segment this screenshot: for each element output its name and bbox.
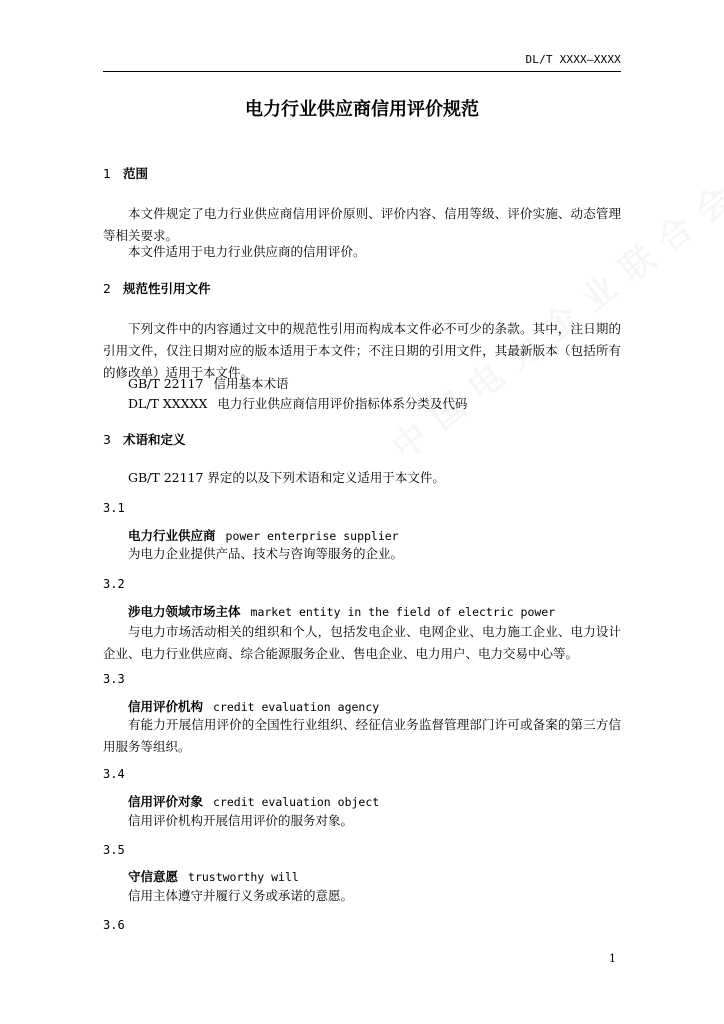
term-number: 3.6 [103, 918, 125, 932]
term-chinese: 信用评价机构 [128, 699, 204, 714]
reference-name: 信用基本术语 [213, 376, 289, 391]
reference-name: 电力行业供应商信用评价指标体系分类及代码 [217, 396, 468, 411]
reference-code: GB/T 22117 [128, 376, 204, 391]
term-english: power enterprise supplier [225, 529, 399, 543]
section-3-paragraph-1: GB/T 22117 界定的以及下列术语和定义适用于本文件。 [128, 470, 445, 485]
section-title: 术语和定义 [123, 432, 186, 447]
term-number: 3.4 [103, 767, 125, 781]
document-title: 电力行业供应商信用评价规范 [245, 99, 479, 120]
header-rule [103, 71, 621, 72]
section-2-paragraph-1: 下列文件中的内容通过文中的规范性引用而构成本文件必不可少的条款。其中，注日期的引用文件，仅注日期对应的版本适用于本文件；不注日期的引用文件，其最新版本（包括所有的修改单）适用于本文件。 [103, 321, 621, 380]
term-definition: 为电力企业提供产品、技术与咨询等服务的企业。 [128, 546, 404, 561]
term-number: 3.1 [103, 501, 125, 515]
term-heading [103, 601, 646, 623]
term-number: 3.2 [103, 577, 125, 591]
section-1-heading [103, 163, 621, 185]
section-2-heading [103, 278, 621, 300]
section-title: 规范性引用文件 [123, 281, 211, 296]
term-number: 3.3 [103, 672, 125, 686]
term-definition: 信用评价机构开展信用评价的服务对象。 [128, 813, 354, 828]
normative-reference [103, 393, 646, 415]
term-definition: 信用主体遵守并履行义务或承诺的意愿。 [128, 888, 354, 903]
page-number: 1 [609, 952, 616, 965]
term-english: trustworthy will [188, 870, 299, 884]
reference-code: DL/T XXXXX [128, 396, 208, 411]
term-chinese: 信用评价对象 [128, 794, 204, 809]
term-english: credit evaluation object [213, 795, 380, 809]
term-chinese: 电力行业供应商 [128, 528, 216, 543]
term-definition: 有能力开展信用评价的全国性行业组织、经征信业务监督管理部门许可或备案的第三方信用服务等组织。 [103, 717, 621, 754]
term-english: market entity in the field of electric power [250, 605, 556, 619]
standard-code: DL/T XXXX—XXXX [525, 53, 621, 66]
term-number: 3.5 [103, 843, 125, 857]
section-1-paragraph-1: 本文件规定了电力行业供应商信用评价原则、评价内容、信用等级、评价实施、动态管理等相关要求。 [103, 206, 621, 243]
section-title: 范围 [123, 166, 149, 181]
section-number: 3 [103, 432, 111, 447]
section-number: 1 [103, 166, 111, 181]
section-3-heading [103, 429, 621, 451]
normative-reference [103, 373, 646, 395]
term-english: credit evaluation agency [213, 700, 380, 714]
term-definition: 与电力市场活动相关的组织和个人，包括发电企业、电网企业、电力施工企业、电力设计企业、电力行业供应商、综合能源服务企业、售电企业、电力用户、电力交易中心等。 [103, 624, 621, 661]
term-chinese: 涉电力领域市场主体 [128, 604, 241, 619]
section-1-paragraph-2: 本文件适用于电力行业供应商的信用评价。 [128, 244, 366, 259]
term-chinese: 守信意愿 [128, 869, 179, 884]
section-number: 2 [103, 281, 111, 296]
